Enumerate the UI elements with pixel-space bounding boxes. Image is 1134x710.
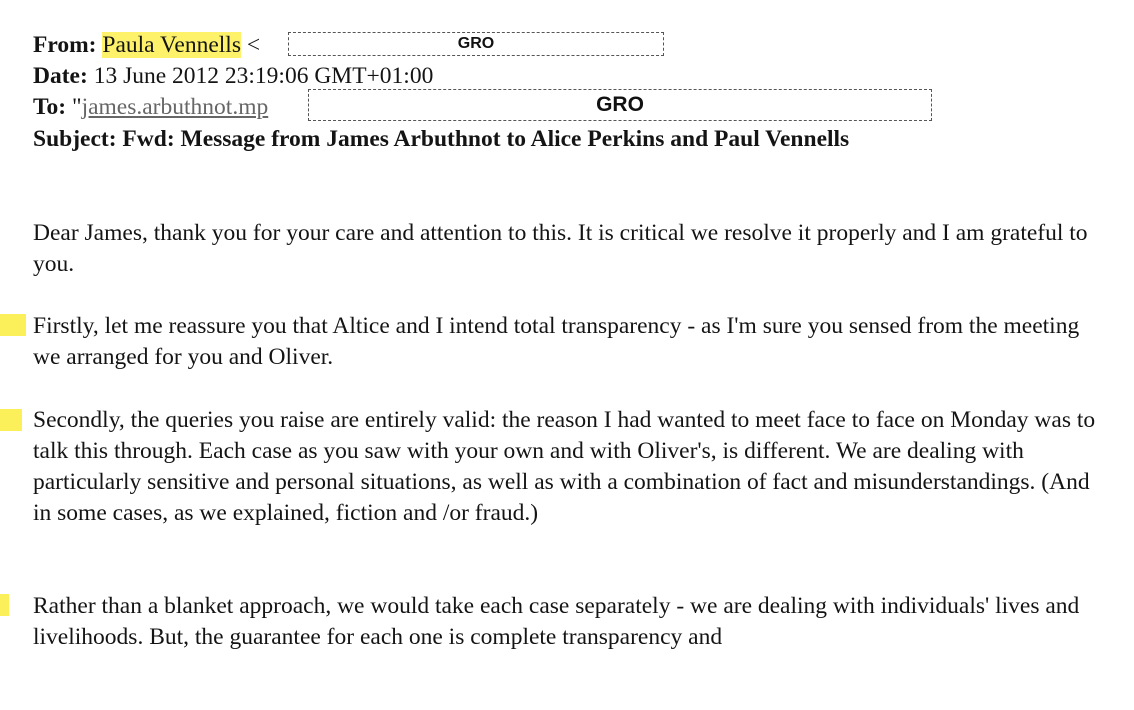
- date-label: Date:: [33, 63, 88, 89]
- from-label: From:: [33, 32, 97, 58]
- recipient-email-link[interactable]: james.arbuthnot.mp: [81, 94, 269, 120]
- margin-highlight-mark: [0, 314, 26, 336]
- sender-email-redaction: GRO: [288, 32, 664, 56]
- margin-highlight-mark: [0, 409, 22, 431]
- recipient-email-redaction: GRO: [308, 89, 932, 121]
- to-quote: ": [71, 94, 82, 120]
- to-label: To:: [33, 94, 67, 120]
- body-paragraph-transparency: Firstly, let me reassure you that Altice and I intend total transparency - as I'm sure you sensed from the meeting we arranged for you and Oliver.: [33, 313, 1080, 370]
- body-paragraph-queries: Secondly, the queries you raise are entirely valid: the reason I had wanted to meet face to face on Monday was to talk this through. Each case as you saw with your own and with Oliver's, is different. We are dealing with particularly sensitive and personal situations, as well as with a combination of fact and misunderstandings. (And in some cases, as we explained, fiction and /or fraud.): [33, 407, 1096, 526]
- body-paragraph-approach: Rather than a blanket approach, we would take each case separately - we are dealing with individuals' lives and livelihoods. But, the guarantee for each one is complete transparency and: [33, 593, 1080, 650]
- subject-label: Subject:: [33, 126, 117, 152]
- to-line: [33, 92, 268, 123]
- margin-highlight-mark: [0, 594, 9, 616]
- subject-value: Fwd: Message from James Arbuthnot to Alice Perkins and Paul Vennells: [122, 126, 850, 152]
- body-paragraph-greeting: Dear James, thank you for your care and attention to this. It is critical we resolve it properly and I am grateful to you.: [33, 220, 1088, 277]
- from-line: [33, 30, 260, 61]
- from-bracket: <: [246, 32, 261, 58]
- subject-line: [33, 124, 849, 155]
- sender-name: Paula Vennells: [102, 32, 241, 58]
- date-line: [33, 61, 433, 92]
- date-value: 13 June 2012 23:19:06 GMT+01:00: [93, 63, 434, 89]
